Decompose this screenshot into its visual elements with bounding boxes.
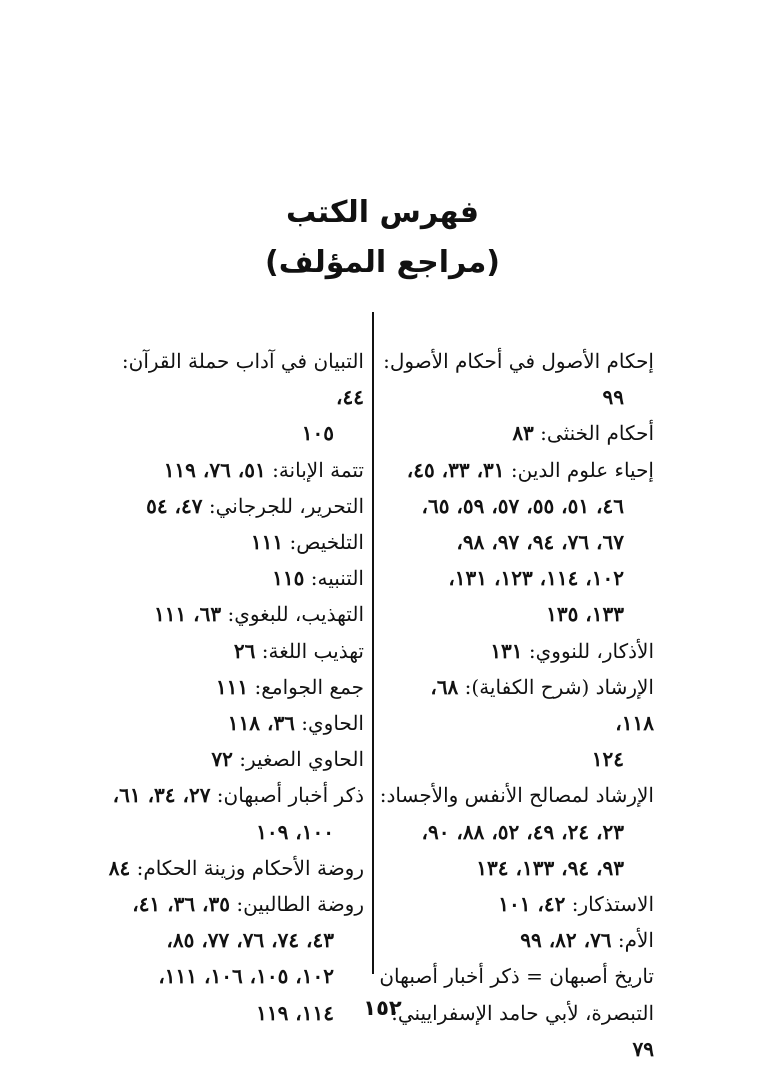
index-entry	[386, 886, 654, 922]
index-entry	[92, 741, 364, 777]
entry-pages: ٥١، ٧٦، ١١٩	[163, 457, 266, 482]
entry-title: التلخيص:	[289, 530, 364, 555]
index-entry	[92, 633, 364, 669]
entry-title: التبصرة، لأبي حامد الإسفراييني:	[391, 1000, 654, 1025]
entry-title: ذكر أخبار أصبهان:	[216, 783, 364, 808]
entry-pages: ٦٣، ١١١	[153, 602, 222, 627]
entry-pages-continued: ٢٣، ٢٤، ٤٩، ٥٢، ٨٨، ٩٠،	[421, 819, 624, 844]
entry-title: التحرير، للجرجاني:	[208, 493, 364, 518]
entry-title: الأذكار، للنووي:	[528, 638, 654, 663]
entry-pages: ٤٢، ١٠١	[498, 892, 566, 917]
entry-title: الإرشاد (شرح الكفاية):	[464, 674, 654, 699]
page-header	[0, 188, 765, 288]
entry-title: روضة الطالبين:	[236, 892, 364, 917]
entry-title: تتمة الإبانة:	[272, 457, 364, 482]
entry-pages-continued: ٩٩	[602, 385, 624, 410]
index-entry	[386, 922, 654, 958]
entry-pages-continued: ٦٧، ٧٦، ٩٤، ٩٧، ٩٨،	[456, 530, 624, 555]
index-entry	[92, 705, 364, 741]
index-entry	[92, 452, 364, 488]
index-entry	[92, 488, 364, 524]
entry-pages: ٧٢	[211, 747, 233, 772]
entry-pages: ٤٧، ٥٤	[146, 493, 203, 518]
entry-pages-continued: ٤٦، ٥١، ٥٥، ٥٧، ٥٩، ٦٥،	[421, 493, 624, 518]
entry-pages: ٣٥، ٣٦، ٤١،	[132, 892, 230, 917]
entry-pages-continued: ١٢٤	[591, 747, 624, 772]
entry-pages: ٣١، ٣٣، ٤٥،	[406, 457, 505, 482]
index-entry	[92, 850, 364, 886]
index-column-left	[92, 343, 364, 1031]
entry-title: أحكام الخنثى:	[540, 421, 654, 446]
entry-title: الاستذكار:	[571, 892, 654, 917]
index-entry	[92, 524, 364, 560]
entry-pages: ٢٧، ٣٤، ٦١،	[112, 783, 211, 808]
entry-title: الحاوي:	[301, 711, 364, 736]
entry-pages: ١١٥	[272, 566, 305, 591]
entry-title: الأم:	[617, 928, 654, 953]
index-entry	[92, 560, 364, 596]
index-entry	[379, 777, 654, 886]
entry-pages-continued: ١٣٣، ١٣٥	[546, 602, 624, 627]
entry-title: تهذيب اللغة:	[261, 638, 364, 663]
entry-pages-continued: ٤٣، ٧٤، ٧٦، ٧٧، ٨٥،	[166, 928, 334, 953]
page-title: فهرس الكتب	[286, 195, 479, 230]
entry-pages: ١١١	[215, 674, 249, 699]
entry-title: إحياء علوم الدين:	[510, 457, 654, 482]
index-entry	[386, 633, 654, 669]
entry-title: جمع الجوامع:	[254, 674, 364, 699]
entry-pages-continued: ٩٣، ٩٤، ١٣٣، ١٣٤	[476, 855, 624, 880]
entry-pages: ٣٦، ١١٨	[227, 711, 295, 736]
index-entry	[92, 596, 364, 632]
entry-pages: ٢٦	[233, 638, 256, 663]
entry-pages-continued: ١٠٢، ١١٤، ١٢٣، ١٣١،	[448, 566, 624, 591]
page-subtitle: (مراجع المؤلف)	[265, 245, 500, 280]
index-entry	[386, 415, 654, 451]
page-number: ١٥٢	[363, 996, 402, 1020]
entry-pages-continued: ١٠٠، ١٠٩	[256, 819, 334, 844]
index-entry	[379, 958, 654, 994]
index-entry	[92, 343, 364, 452]
index-entry	[386, 452, 654, 633]
entry-title: التهذيب، للبغوي:	[227, 602, 364, 627]
entry-title: التبيان في آداب حملة القرآن:	[121, 349, 364, 373]
entry-pages-continued: ١١٤، ١١٩	[256, 1000, 334, 1025]
entry-pages: ٦٨، ١١٨،	[430, 674, 654, 736]
entry-pages: ٨٤	[108, 855, 131, 880]
entry-title: إحكام الأصول في أحكام الأصول:	[383, 349, 654, 373]
entry-pages: ١١١	[250, 530, 284, 555]
entry-title: الحاوي الصغير:	[239, 747, 364, 772]
index-entry	[92, 669, 364, 705]
entry-pages: ٧٦، ٨٢، ٩٩	[520, 928, 612, 953]
entry-title: روضة الأحكام وزينة الحكام:	[136, 855, 364, 880]
entry-pages-continued: ١٠٢، ١٠٥، ١٠٦، ١١١،	[158, 964, 334, 989]
index-entry	[383, 343, 654, 415]
index-entry	[92, 777, 364, 849]
entry-pages: ٧٩	[632, 1036, 654, 1061]
entry-title: الإرشاد لمصالح الأنفس والأجساد:	[379, 783, 654, 808]
entry-pages-continued: ١٠٥	[301, 421, 334, 446]
entry-pages: ٨٣	[512, 421, 534, 446]
entry-title: تاريخ أصبهان = ذكر أخبار أصبهان	[379, 964, 654, 989]
entry-title: التنبيه:	[310, 566, 364, 591]
entry-pages: ١٣١	[490, 638, 523, 663]
entry-pages: ٤٤،	[336, 385, 364, 410]
index-entry	[386, 669, 654, 778]
column-divider	[372, 312, 374, 974]
